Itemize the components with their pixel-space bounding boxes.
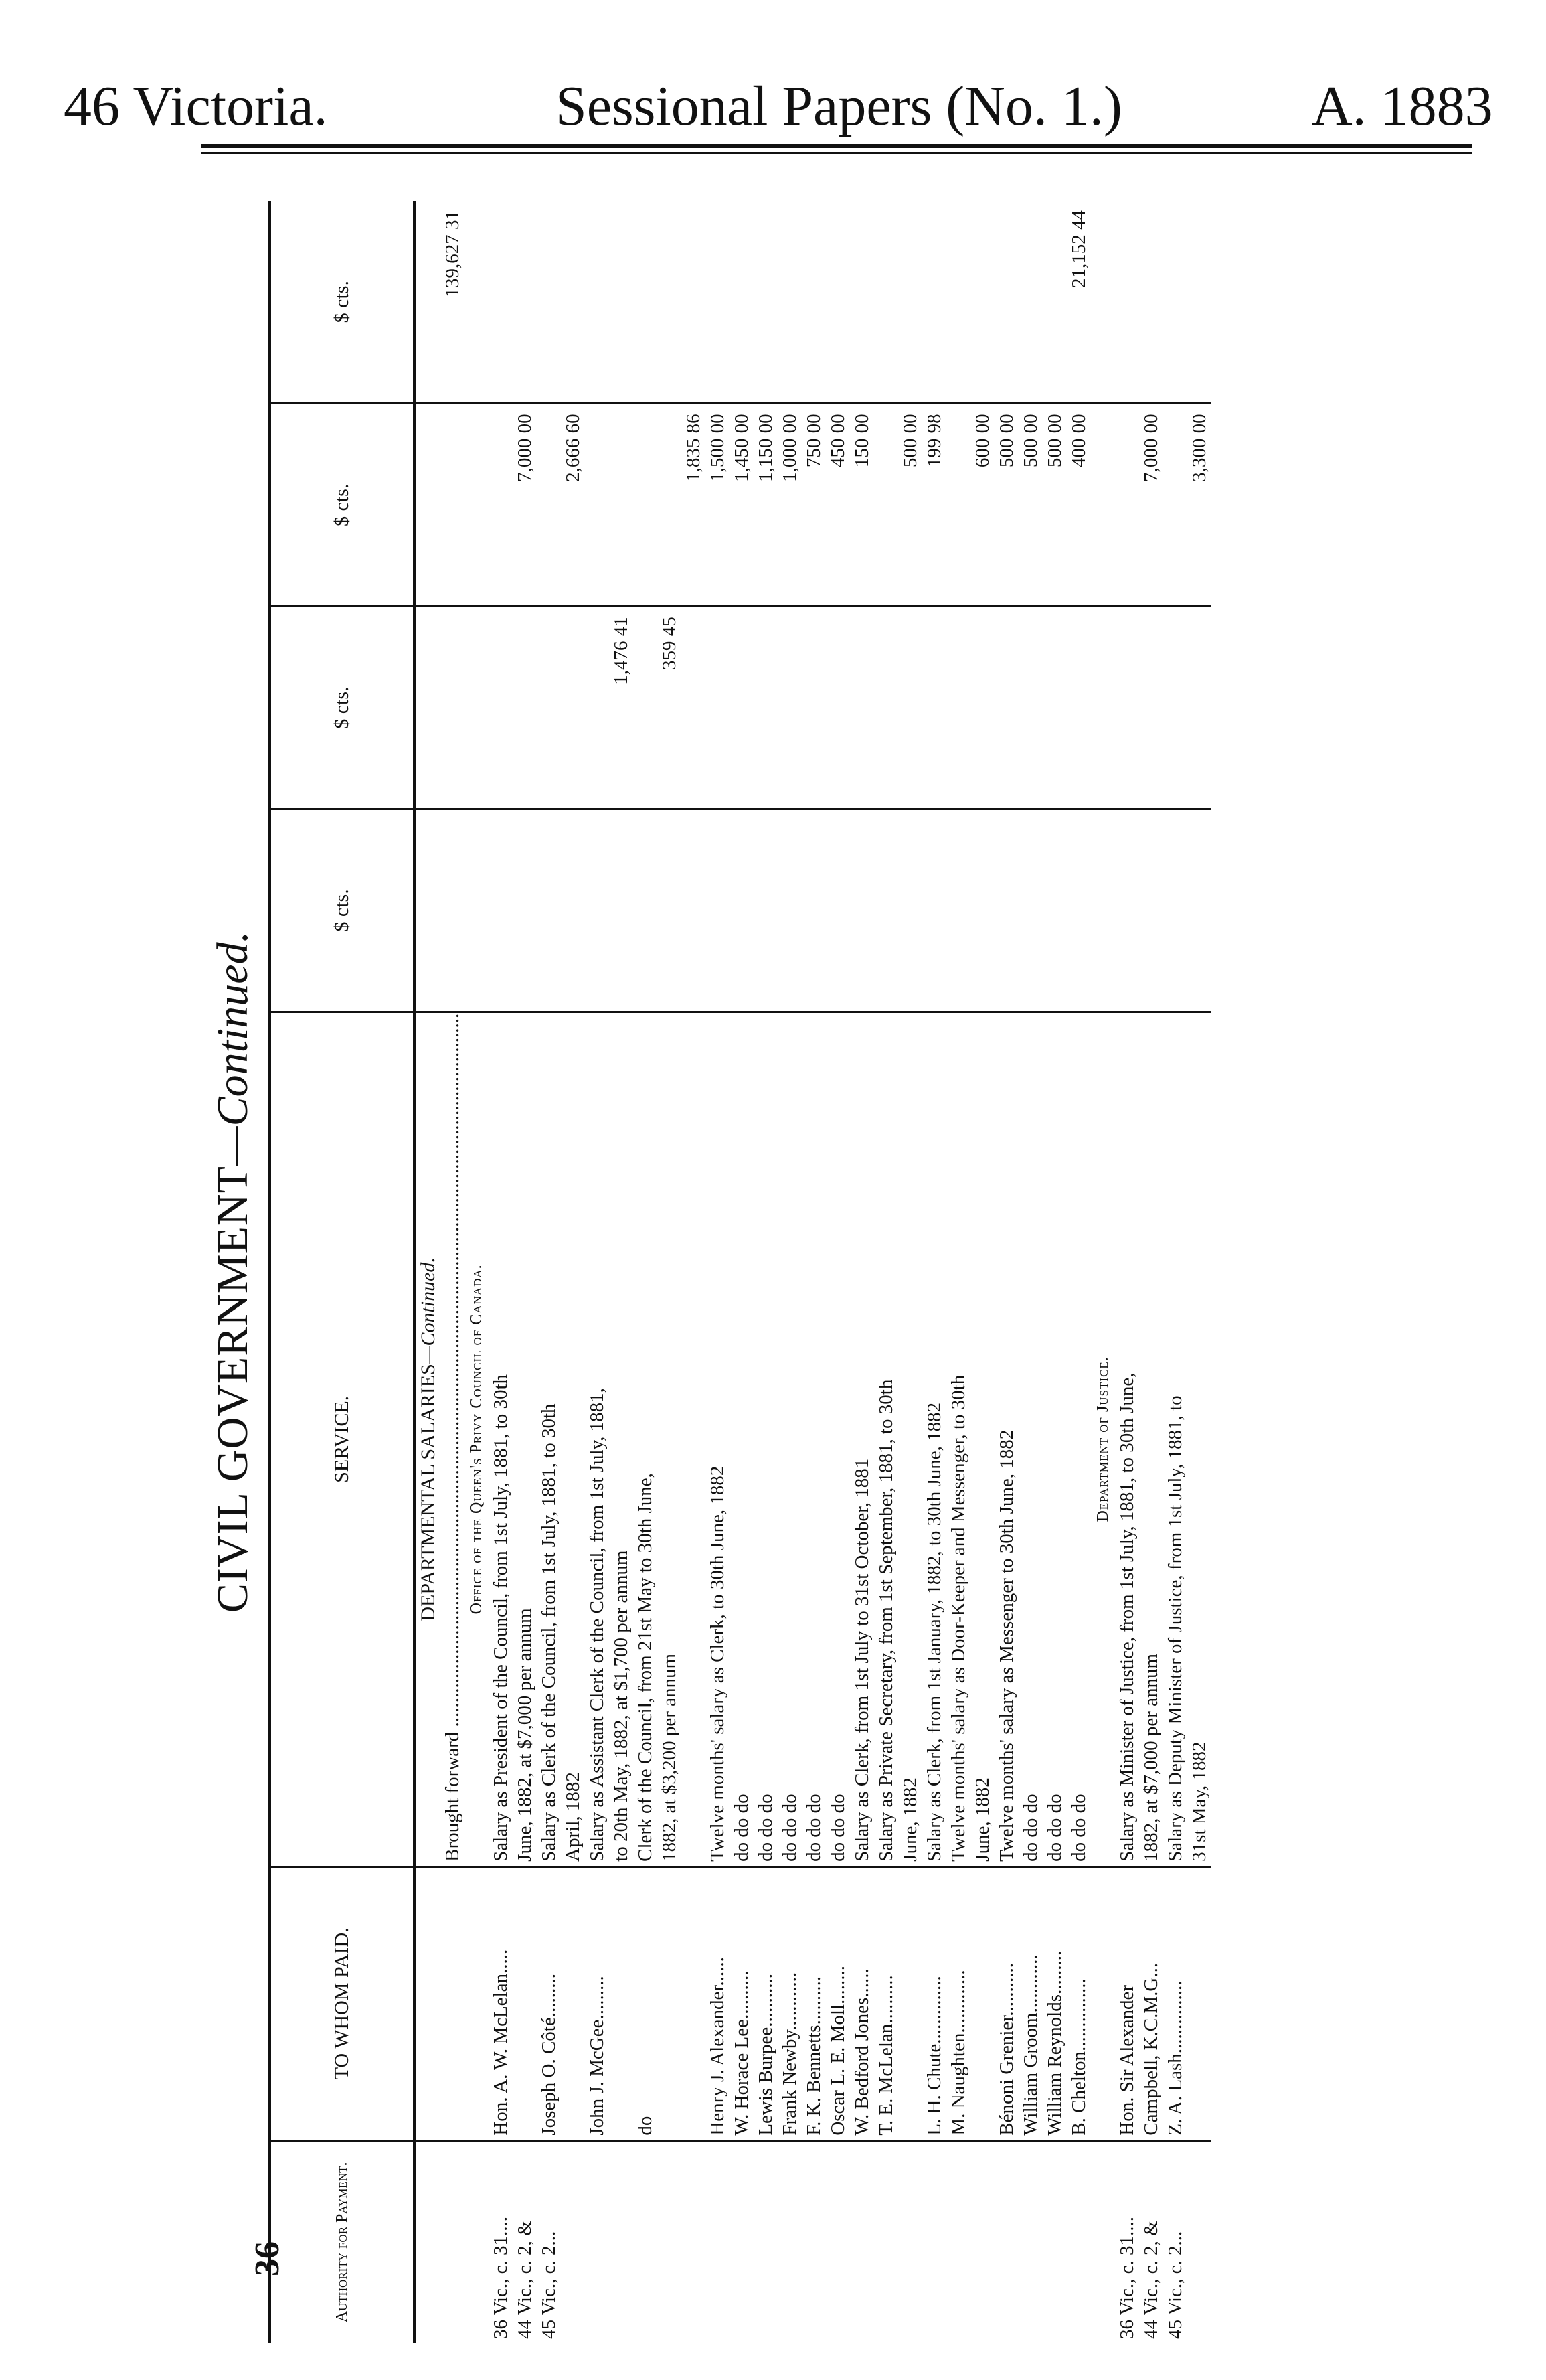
col-money-4: $ cts. bbox=[270, 201, 415, 404]
money-cell-4 bbox=[970, 201, 995, 404]
payee-cell: Z. A. Lash............... bbox=[1163, 1867, 1187, 2140]
payee-cell: John J. McGee......... bbox=[585, 1867, 609, 2140]
money-cell-1 bbox=[633, 809, 657, 1012]
service-cell: do do do bbox=[754, 1012, 778, 1867]
privy-council-heading: Office of the Queen's Privy Council of Canada. bbox=[464, 1012, 489, 1867]
money-cell-2: 1,476 41 bbox=[609, 607, 633, 809]
page-folio: 36 bbox=[248, 2241, 286, 2276]
table-row bbox=[489, 201, 513, 2343]
col-money-2: $ cts. bbox=[270, 607, 415, 809]
service-cell: Salary as Clerk of the Council, from 1st July, 1881, to 30th bbox=[537, 1012, 561, 1867]
header-sessional-papers: Sessional Papers (No. 1.) bbox=[555, 75, 1122, 137]
payee-cell: Hon. A. W. McLelan..... bbox=[489, 1867, 513, 2140]
money-cell-3 bbox=[1115, 404, 1139, 607]
section-title-continued: —Continued. bbox=[417, 1257, 439, 1364]
money-cell-3: 600 00 bbox=[970, 404, 995, 607]
table-row bbox=[657, 201, 681, 2343]
money-cell-3: 750 00 bbox=[802, 404, 826, 607]
authority-cell bbox=[609, 2140, 633, 2343]
money-cell-2 bbox=[1187, 607, 1211, 809]
money-cell-1 bbox=[1019, 809, 1043, 1012]
authority-cell bbox=[585, 2140, 609, 2343]
page-title bbox=[201, 201, 264, 2343]
section-row bbox=[415, 201, 441, 2343]
money-cell-4 bbox=[754, 201, 778, 404]
money-cell-4 bbox=[681, 201, 705, 404]
money-cell-3: 500 00 bbox=[1019, 404, 1043, 607]
col-authority: Authority for Payment. bbox=[270, 2140, 415, 2343]
money-cell-3: 3,300 00 bbox=[1187, 404, 1211, 607]
money-cell-2 bbox=[850, 607, 874, 809]
authority-cell bbox=[970, 2140, 995, 2343]
money-cell-1 bbox=[754, 809, 778, 1012]
table-row bbox=[995, 201, 1019, 2343]
table-row bbox=[1187, 201, 1211, 2343]
money-cell-4 bbox=[1139, 201, 1163, 404]
money-cell-2 bbox=[1115, 607, 1139, 809]
money-cell-4 bbox=[995, 201, 1019, 404]
money-cell-3: 500 00 bbox=[995, 404, 1019, 607]
money-cell-1 bbox=[705, 809, 729, 1012]
payee-cell bbox=[513, 1867, 537, 2140]
money-cell-2 bbox=[898, 607, 922, 809]
money-cell-1 bbox=[874, 809, 898, 1012]
money-cell-1 bbox=[826, 809, 850, 1012]
authority-cell bbox=[874, 2140, 898, 2343]
payee-cell bbox=[898, 1867, 922, 2140]
authority-cell bbox=[561, 2140, 585, 2343]
money-cell-3: 450 00 bbox=[826, 404, 850, 607]
payee-cell bbox=[657, 1867, 681, 2140]
money-cell-4 bbox=[657, 201, 681, 404]
table-row bbox=[1019, 201, 1043, 2343]
brought-forward-label: Brought forward ..... bbox=[440, 1012, 464, 1867]
money-cell-4 bbox=[585, 201, 609, 404]
running-header bbox=[0, 0, 1546, 137]
payee-cell bbox=[609, 1867, 633, 2140]
service-cell: Salary as Private Secretary, from 1st September, 1881, to 30th bbox=[874, 1012, 898, 1867]
money-cell-2 bbox=[778, 607, 802, 809]
money-cell-4 bbox=[609, 201, 633, 404]
service-cell: Salary as President of the Council, from 1st July, 1881, to 30th bbox=[489, 1012, 513, 1867]
table-row bbox=[513, 201, 537, 2343]
table-row bbox=[850, 201, 874, 2343]
money-cell-3 bbox=[633, 404, 657, 607]
money-cell-3: 400 00 bbox=[1067, 404, 1091, 607]
payee-cell: M. Naughten............. bbox=[946, 1867, 970, 2140]
authority-cell bbox=[705, 2140, 729, 2343]
money-cell-3: 1,500 00 bbox=[705, 404, 729, 607]
title-main: CIVIL GOVERNMENT bbox=[208, 1166, 257, 1613]
service-cell: Twelve months' salary as Messenger to 30th June, 1882 bbox=[995, 1012, 1019, 1867]
money-cell-4 bbox=[633, 201, 657, 404]
money-cell-3: 2,666 60 bbox=[561, 404, 585, 607]
money-cell-2 bbox=[585, 607, 609, 809]
table-row bbox=[729, 201, 754, 2343]
payee-cell: T. E. McLelan.......... bbox=[874, 1867, 898, 2140]
service-cell: 31st May, 1882 bbox=[1187, 1012, 1211, 1867]
service-cell: Salary as Minister of Justice, from 1st July, 1881, to 30th June, bbox=[1115, 1012, 1139, 1867]
money-cell-3 bbox=[585, 404, 609, 607]
payee-cell bbox=[970, 1867, 995, 2140]
money-cell-1 bbox=[850, 809, 874, 1012]
authority-cell bbox=[754, 2140, 778, 2343]
table-row bbox=[754, 201, 778, 2343]
service-cell: do do do bbox=[729, 1012, 754, 1867]
money-cell-2 bbox=[1019, 607, 1043, 809]
money-cell-3 bbox=[874, 404, 898, 607]
col-service: SERVICE. bbox=[270, 1012, 415, 1867]
money-cell-2 bbox=[513, 607, 537, 809]
money-cell-1 bbox=[778, 809, 802, 1012]
authority-cell bbox=[922, 2140, 946, 2343]
service-cell: 1882, at $3,200 per annum bbox=[657, 1012, 681, 1867]
money-cell-4 bbox=[729, 201, 754, 404]
money-cell-2 bbox=[705, 607, 729, 809]
table-row bbox=[1139, 201, 1163, 2343]
money-cell-3: 1,150 00 bbox=[754, 404, 778, 607]
ledger-body bbox=[415, 201, 1212, 2343]
money-cell-1 bbox=[1187, 809, 1211, 1012]
table-row bbox=[609, 201, 633, 2343]
money-cell-4 bbox=[561, 201, 585, 404]
money-cell-1 bbox=[585, 809, 609, 1012]
payee-cell: L. H. Chute.............. bbox=[922, 1867, 946, 2140]
service-cell: Salary as Deputy Minister of Justice, from 1st July, 1881, to bbox=[1163, 1012, 1187, 1867]
money-cell-3: 7,000 00 bbox=[513, 404, 537, 607]
money-cell-1 bbox=[1067, 809, 1091, 1012]
authority-cell bbox=[1067, 2140, 1091, 2343]
service-cell: do do do bbox=[1043, 1012, 1067, 1867]
table-row bbox=[1067, 201, 1091, 2343]
authority-cell bbox=[946, 2140, 970, 2343]
money-cell-1 bbox=[1139, 809, 1163, 1012]
money-cell-1 bbox=[1163, 809, 1187, 1012]
money-cell-4 bbox=[1163, 201, 1187, 404]
table-row bbox=[537, 201, 561, 2343]
brought-forward-row bbox=[440, 201, 464, 2343]
money-cell-3 bbox=[609, 404, 633, 607]
money-cell-4: 21,152 44 bbox=[1067, 201, 1091, 404]
authority-cell bbox=[681, 2140, 705, 2343]
service-cell: Salary as Clerk, from 1st July to 31st October, 1881 bbox=[850, 1012, 874, 1867]
money-cell-4 bbox=[826, 201, 850, 404]
payee-cell: Joseph O. Côté......... bbox=[537, 1867, 561, 2140]
money-cell-4 bbox=[850, 201, 874, 404]
money-cell-3: 500 00 bbox=[1043, 404, 1067, 607]
service-cell: Twelve months' salary as Clerk, to 30th June, 1882 bbox=[705, 1012, 729, 1867]
authority-cell: 36 Vic., c. 31.... bbox=[490, 2217, 511, 2339]
money-cell-2 bbox=[1163, 607, 1187, 809]
table-row bbox=[946, 201, 970, 2343]
brought-forward-amount: 139,627 31 bbox=[440, 201, 464, 404]
money-cell-2 bbox=[681, 607, 705, 809]
col-money-1: $ cts. bbox=[270, 809, 415, 1012]
money-cell-1 bbox=[898, 809, 922, 1012]
money-cell-1 bbox=[970, 809, 995, 1012]
payee-cell: W. Bedford Jones...... bbox=[850, 1867, 874, 2140]
payee-cell bbox=[1187, 1867, 1211, 2140]
service-cell: do do do bbox=[1019, 1012, 1043, 1867]
service-cell: June, 1882 bbox=[898, 1012, 922, 1867]
payee-cell: Henry J. Alexander...... bbox=[705, 1867, 729, 2140]
service-cell: do do do bbox=[826, 1012, 850, 1867]
justice-heading: Department of Justice. bbox=[1091, 1012, 1115, 1867]
section-title-main: DEPARTMENTAL SALARIES bbox=[417, 1364, 439, 1621]
service-cell: Salary as Assistant Clerk of the Council, from 1st July, 1881, bbox=[585, 1012, 609, 1867]
table-row bbox=[681, 201, 705, 2343]
payee-cell: Oscar L. E. Moll........ bbox=[826, 1867, 850, 2140]
money-cell-4 bbox=[874, 201, 898, 404]
money-cell-3 bbox=[657, 404, 681, 607]
authority-cell bbox=[778, 2140, 802, 2343]
money-cell-4 bbox=[537, 201, 561, 404]
money-cell-4 bbox=[778, 201, 802, 404]
payee-cell: Hon. Sir Alexander bbox=[1115, 1867, 1139, 2140]
table-row bbox=[826, 201, 850, 2343]
money-cell-2 bbox=[826, 607, 850, 809]
payee-cell: B. Chelton............... bbox=[1067, 1867, 1091, 2140]
money-cell-3 bbox=[537, 404, 561, 607]
col-money-3: $ cts. bbox=[270, 404, 415, 607]
money-cell-2 bbox=[1067, 607, 1091, 809]
money-cell-2 bbox=[489, 607, 513, 809]
table-row bbox=[1043, 201, 1067, 2343]
table-row bbox=[970, 201, 995, 2343]
money-cell-3: 500 00 bbox=[898, 404, 922, 607]
column-header-row bbox=[270, 201, 415, 2343]
authority-cell: 44 Vic., c. 2, & bbox=[514, 2221, 535, 2339]
money-cell-3 bbox=[1163, 404, 1187, 607]
table-row bbox=[802, 201, 826, 2343]
money-cell-1 bbox=[537, 809, 561, 1012]
money-cell-4 bbox=[1043, 201, 1067, 404]
authority-cell: 36 Vic., c. 31.... bbox=[1116, 2217, 1138, 2339]
header-rule-thin bbox=[201, 152, 1472, 154]
table-row bbox=[705, 201, 729, 2343]
title-continued: —Continued. bbox=[208, 931, 257, 1166]
money-cell-2 bbox=[946, 607, 970, 809]
money-cell-4 bbox=[1019, 201, 1043, 404]
money-cell-1 bbox=[609, 809, 633, 1012]
money-cell-3: 199 98 bbox=[922, 404, 946, 607]
service-cell: June, 1882 bbox=[970, 1012, 995, 1867]
service-cell: 1882, at $7,000 per annum bbox=[1139, 1012, 1163, 1867]
money-cell-1 bbox=[561, 809, 585, 1012]
money-cell-4 bbox=[922, 201, 946, 404]
money-cell-3 bbox=[946, 404, 970, 607]
money-cell-4 bbox=[1187, 201, 1211, 404]
payee-cell: W. Horace Lee.......... bbox=[729, 1867, 754, 2140]
payee-cell: F. K. Bennetts.......... bbox=[802, 1867, 826, 2140]
money-cell-2 bbox=[633, 607, 657, 809]
service-cell: April, 1882 bbox=[561, 1012, 585, 1867]
money-cell-3: 7,000 00 bbox=[1139, 404, 1163, 607]
money-cell-2 bbox=[754, 607, 778, 809]
authority-cell bbox=[657, 2140, 681, 2343]
money-cell-1 bbox=[995, 809, 1019, 1012]
money-cell-3 bbox=[489, 404, 513, 607]
authority-cell bbox=[802, 2140, 826, 2343]
table-row bbox=[922, 201, 946, 2343]
authority-cell bbox=[729, 2140, 754, 2343]
table-row bbox=[561, 201, 585, 2343]
authority-cell: 45 Vic., c. 2... bbox=[1165, 2231, 1186, 2339]
money-cell-2: 359 45 bbox=[657, 607, 681, 809]
money-cell-1 bbox=[922, 809, 946, 1012]
money-cell-1 bbox=[513, 809, 537, 1012]
authority-cell bbox=[1187, 2140, 1211, 2343]
header-rule-thick bbox=[201, 144, 1472, 148]
money-cell-2 bbox=[995, 607, 1019, 809]
money-cell-3: 150 00 bbox=[850, 404, 874, 607]
money-cell-1 bbox=[489, 809, 513, 1012]
money-cell-1 bbox=[1115, 809, 1139, 1012]
payee-cell bbox=[561, 1867, 585, 2140]
payee-cell: Bénoni Grenier........... bbox=[995, 1867, 1019, 2140]
money-cell-1 bbox=[681, 809, 705, 1012]
money-cell-4 bbox=[513, 201, 537, 404]
money-cell-2 bbox=[729, 607, 754, 809]
money-cell-1 bbox=[946, 809, 970, 1012]
money-cell-2 bbox=[970, 607, 995, 809]
table-row bbox=[874, 201, 898, 2343]
money-cell-2 bbox=[802, 607, 826, 809]
money-cell-3: 1,000 00 bbox=[778, 404, 802, 607]
authority-cell bbox=[633, 2140, 657, 2343]
authority-cell bbox=[1019, 2140, 1043, 2343]
service-cell: do do do bbox=[802, 1012, 826, 1867]
money-cell-4 bbox=[1115, 201, 1139, 404]
money-cell-4 bbox=[705, 201, 729, 404]
ledger-table bbox=[268, 201, 1211, 2343]
money-cell-4 bbox=[802, 201, 826, 404]
payee-cell: William Groom............ bbox=[1019, 1867, 1043, 2140]
money-cell-2 bbox=[922, 607, 946, 809]
payee-cell: Campbell, K.C.M.G... bbox=[1139, 1867, 1163, 2140]
authority-cell bbox=[1043, 2140, 1067, 2343]
authority-cell bbox=[826, 2140, 850, 2343]
money-cell-2 bbox=[537, 607, 561, 809]
table-row bbox=[1115, 201, 1139, 2343]
payee-cell: Frank Newby............ bbox=[778, 1867, 802, 2140]
money-cell-2 bbox=[1043, 607, 1067, 809]
table-row bbox=[633, 201, 657, 2343]
money-cell-1 bbox=[1043, 809, 1067, 1012]
money-cell-4 bbox=[946, 201, 970, 404]
authority-cell: 45 Vic., c. 2... bbox=[538, 2231, 560, 2339]
money-cell-4 bbox=[489, 201, 513, 404]
authority-cell bbox=[898, 2140, 922, 2343]
money-cell-3: 1,835 86 bbox=[681, 404, 705, 607]
money-cell-2 bbox=[874, 607, 898, 809]
service-cell: Twelve months' salary as Door-Keeper and Messenger, to 30th bbox=[946, 1012, 970, 1867]
col-to-whom-paid: TO WHOM PAID. bbox=[270, 1867, 415, 2140]
money-cell-2 bbox=[1139, 607, 1163, 809]
money-cell-3: 1,450 00 bbox=[729, 404, 754, 607]
money-cell-1 bbox=[657, 809, 681, 1012]
service-cell: do do do bbox=[1067, 1012, 1091, 1867]
header-year: A. 1883 bbox=[1312, 75, 1493, 137]
table-row bbox=[1163, 201, 1187, 2343]
rotated-ledger-page bbox=[201, 201, 1472, 2343]
payee-cell: William Reynolds......... bbox=[1043, 1867, 1067, 2140]
table-row bbox=[898, 201, 922, 2343]
header-volume: 46 Victoria. bbox=[64, 75, 328, 137]
service-cell: do do do bbox=[778, 1012, 802, 1867]
service-cell bbox=[681, 1012, 705, 1867]
money-cell-4 bbox=[898, 201, 922, 404]
table-row bbox=[585, 201, 609, 2343]
service-cell: Salary as Clerk, from 1st January, 1882, to 30th June, 1882 bbox=[922, 1012, 946, 1867]
money-cell-2 bbox=[561, 607, 585, 809]
service-cell: to 20th May, 1882, at $1,700 per annum bbox=[609, 1012, 633, 1867]
payee-cell: do bbox=[633, 1867, 657, 2140]
payee-cell bbox=[681, 1867, 705, 2140]
money-cell-1 bbox=[802, 809, 826, 1012]
justice-heading-row bbox=[1091, 201, 1115, 2343]
table-row bbox=[778, 201, 802, 2343]
service-cell: Clerk of the Council, from 21st May to 30th June, bbox=[633, 1012, 657, 1867]
authority-cell bbox=[995, 2140, 1019, 2343]
payee-cell: Lewis Burpee........... bbox=[754, 1867, 778, 2140]
service-cell: June, 1882, at $7,000 per annum bbox=[513, 1012, 537, 1867]
privy-council-heading-row bbox=[464, 201, 489, 2343]
authority-cell bbox=[850, 2140, 874, 2343]
authority-cell: 44 Vic., c. 2, & bbox=[1140, 2221, 1162, 2339]
section-title bbox=[415, 1012, 441, 1867]
money-cell-1 bbox=[729, 809, 754, 1012]
